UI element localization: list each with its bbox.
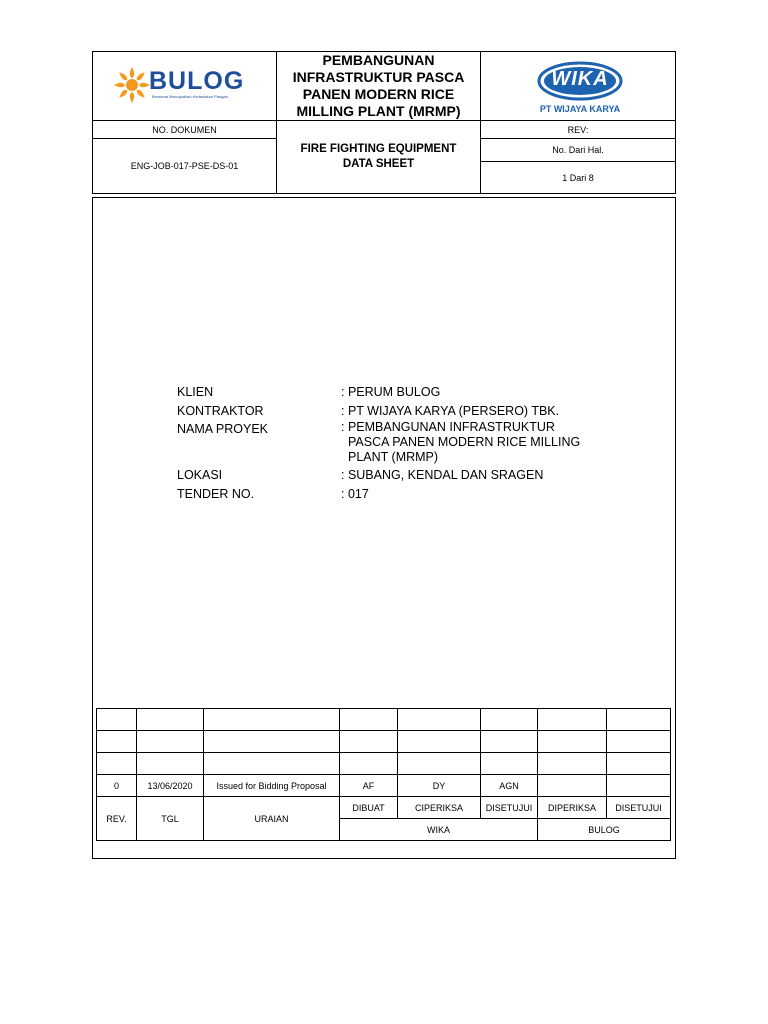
project-title-line: MILLING PLANT (MRMP) [296, 103, 461, 119]
table-row [97, 709, 671, 731]
location-value: : SUBANG, KENDAL DAN SRAGEN [341, 468, 544, 482]
table-cell [340, 731, 398, 753]
table-cell [481, 753, 538, 775]
rev-dibuat-cell: AF [340, 775, 398, 797]
table-header-row [97, 797, 671, 819]
header-disetujui: DISETUJUI [481, 797, 538, 819]
project-label: NAMA PROYEK [177, 422, 268, 436]
header-ciperiksa: CIPERIKSA [398, 797, 481, 819]
header-wika: WIKA [340, 819, 538, 841]
table-cell [607, 731, 671, 753]
page-value: 1 Dari 8 [480, 161, 676, 194]
client-label: KLIEN [177, 385, 214, 399]
table-cell [398, 731, 481, 753]
doc-title-line: DATA SHEET [342, 158, 415, 170]
project-title-line: PANEN MODERN RICE [302, 86, 455, 102]
contractor-value: : PT WIJAYA KARYA (PERSERO) TBK. [341, 404, 560, 418]
table-cell [340, 709, 398, 731]
table-cell [607, 753, 671, 775]
rev-description-cell: Issued for Bidding Proposal [204, 775, 340, 797]
table-cell [481, 709, 538, 731]
table-row [97, 775, 671, 797]
page-label: No. Dari Hal. [480, 138, 676, 162]
tender-label: TENDER NO. [177, 487, 255, 501]
client-logo-tagline: Bersama Mewujudkan Kedaulatan Pangan [152, 94, 228, 99]
table-row [97, 753, 671, 775]
doc-title-cell [276, 120, 481, 194]
table-cell [97, 731, 137, 753]
rev-label: REV: [480, 120, 676, 139]
project-title-cell [276, 51, 481, 121]
table-cell [340, 753, 398, 775]
table-cell [607, 709, 671, 731]
table-cell [538, 731, 607, 753]
rev-ciperiksa-cell: DY [398, 775, 481, 797]
wika-logo-text: WIKA [551, 68, 609, 90]
doc-title-line: FIRE FIGHTING EQUIPMENT [300, 143, 457, 155]
table-cell [398, 709, 481, 731]
bulog-sun-icon [112, 65, 152, 105]
project-value-line: : PEMBANGUNAN INFRASTRUKTUR [341, 420, 555, 434]
table-cell [204, 731, 340, 753]
table-cell [97, 753, 137, 775]
contractor-label: KONTRAKTOR [177, 404, 264, 418]
contractor-logo-cell [480, 51, 676, 121]
header-bulog: BULOG [538, 819, 671, 841]
doc-number-value: ENG-JOB-017-PSE-DS-01 [92, 138, 277, 194]
table-cell [398, 753, 481, 775]
rev-disetujui-bulog-cell [607, 775, 671, 797]
header-rev: REV. [97, 797, 137, 841]
table-cell [204, 753, 340, 775]
rev-date-cell: 13/06/2020 [137, 775, 204, 797]
tender-value: : 017 [341, 487, 369, 501]
header-diperiksa: DIPERIKSA [538, 797, 607, 819]
table-cell [538, 753, 607, 775]
table-cell [481, 731, 538, 753]
header-uraian: URAIAN [204, 797, 340, 841]
location-label: LOKASI [177, 468, 223, 482]
doc-number-label: NO. DOKUMEN [92, 120, 277, 139]
client-logo-cell [92, 51, 277, 121]
revision-table [96, 708, 671, 841]
table-row [97, 731, 671, 753]
table-cell [538, 709, 607, 731]
header-dibuat: DIBUAT [340, 797, 398, 819]
project-title-line: PEMBANGUNAN [322, 52, 435, 68]
client-value: : PERUM BULOG [341, 385, 441, 399]
table-cell [137, 709, 204, 731]
project-value-line: PLANT (MRMP) [348, 450, 439, 464]
project-title-line: INFRASTRUKTUR PASCA [292, 69, 465, 85]
table-cell [204, 709, 340, 731]
rev-number-cell: 0 [97, 775, 137, 797]
project-value-line: PASCA PANEN MODERN RICE MILLING [348, 435, 581, 449]
rev-diperiksa-cell [538, 775, 607, 797]
table-cell [137, 731, 204, 753]
rev-disetujui-cell: AGN [481, 775, 538, 797]
wika-company-name: PT WIJAYA KARYA [539, 104, 621, 114]
header-tgl: TGL [137, 797, 204, 841]
client-logo-text: BULOG [149, 67, 245, 95]
table-cell [97, 709, 137, 731]
table-cell [137, 753, 204, 775]
header-disetujui-bulog: DISETUJUI [607, 797, 671, 819]
